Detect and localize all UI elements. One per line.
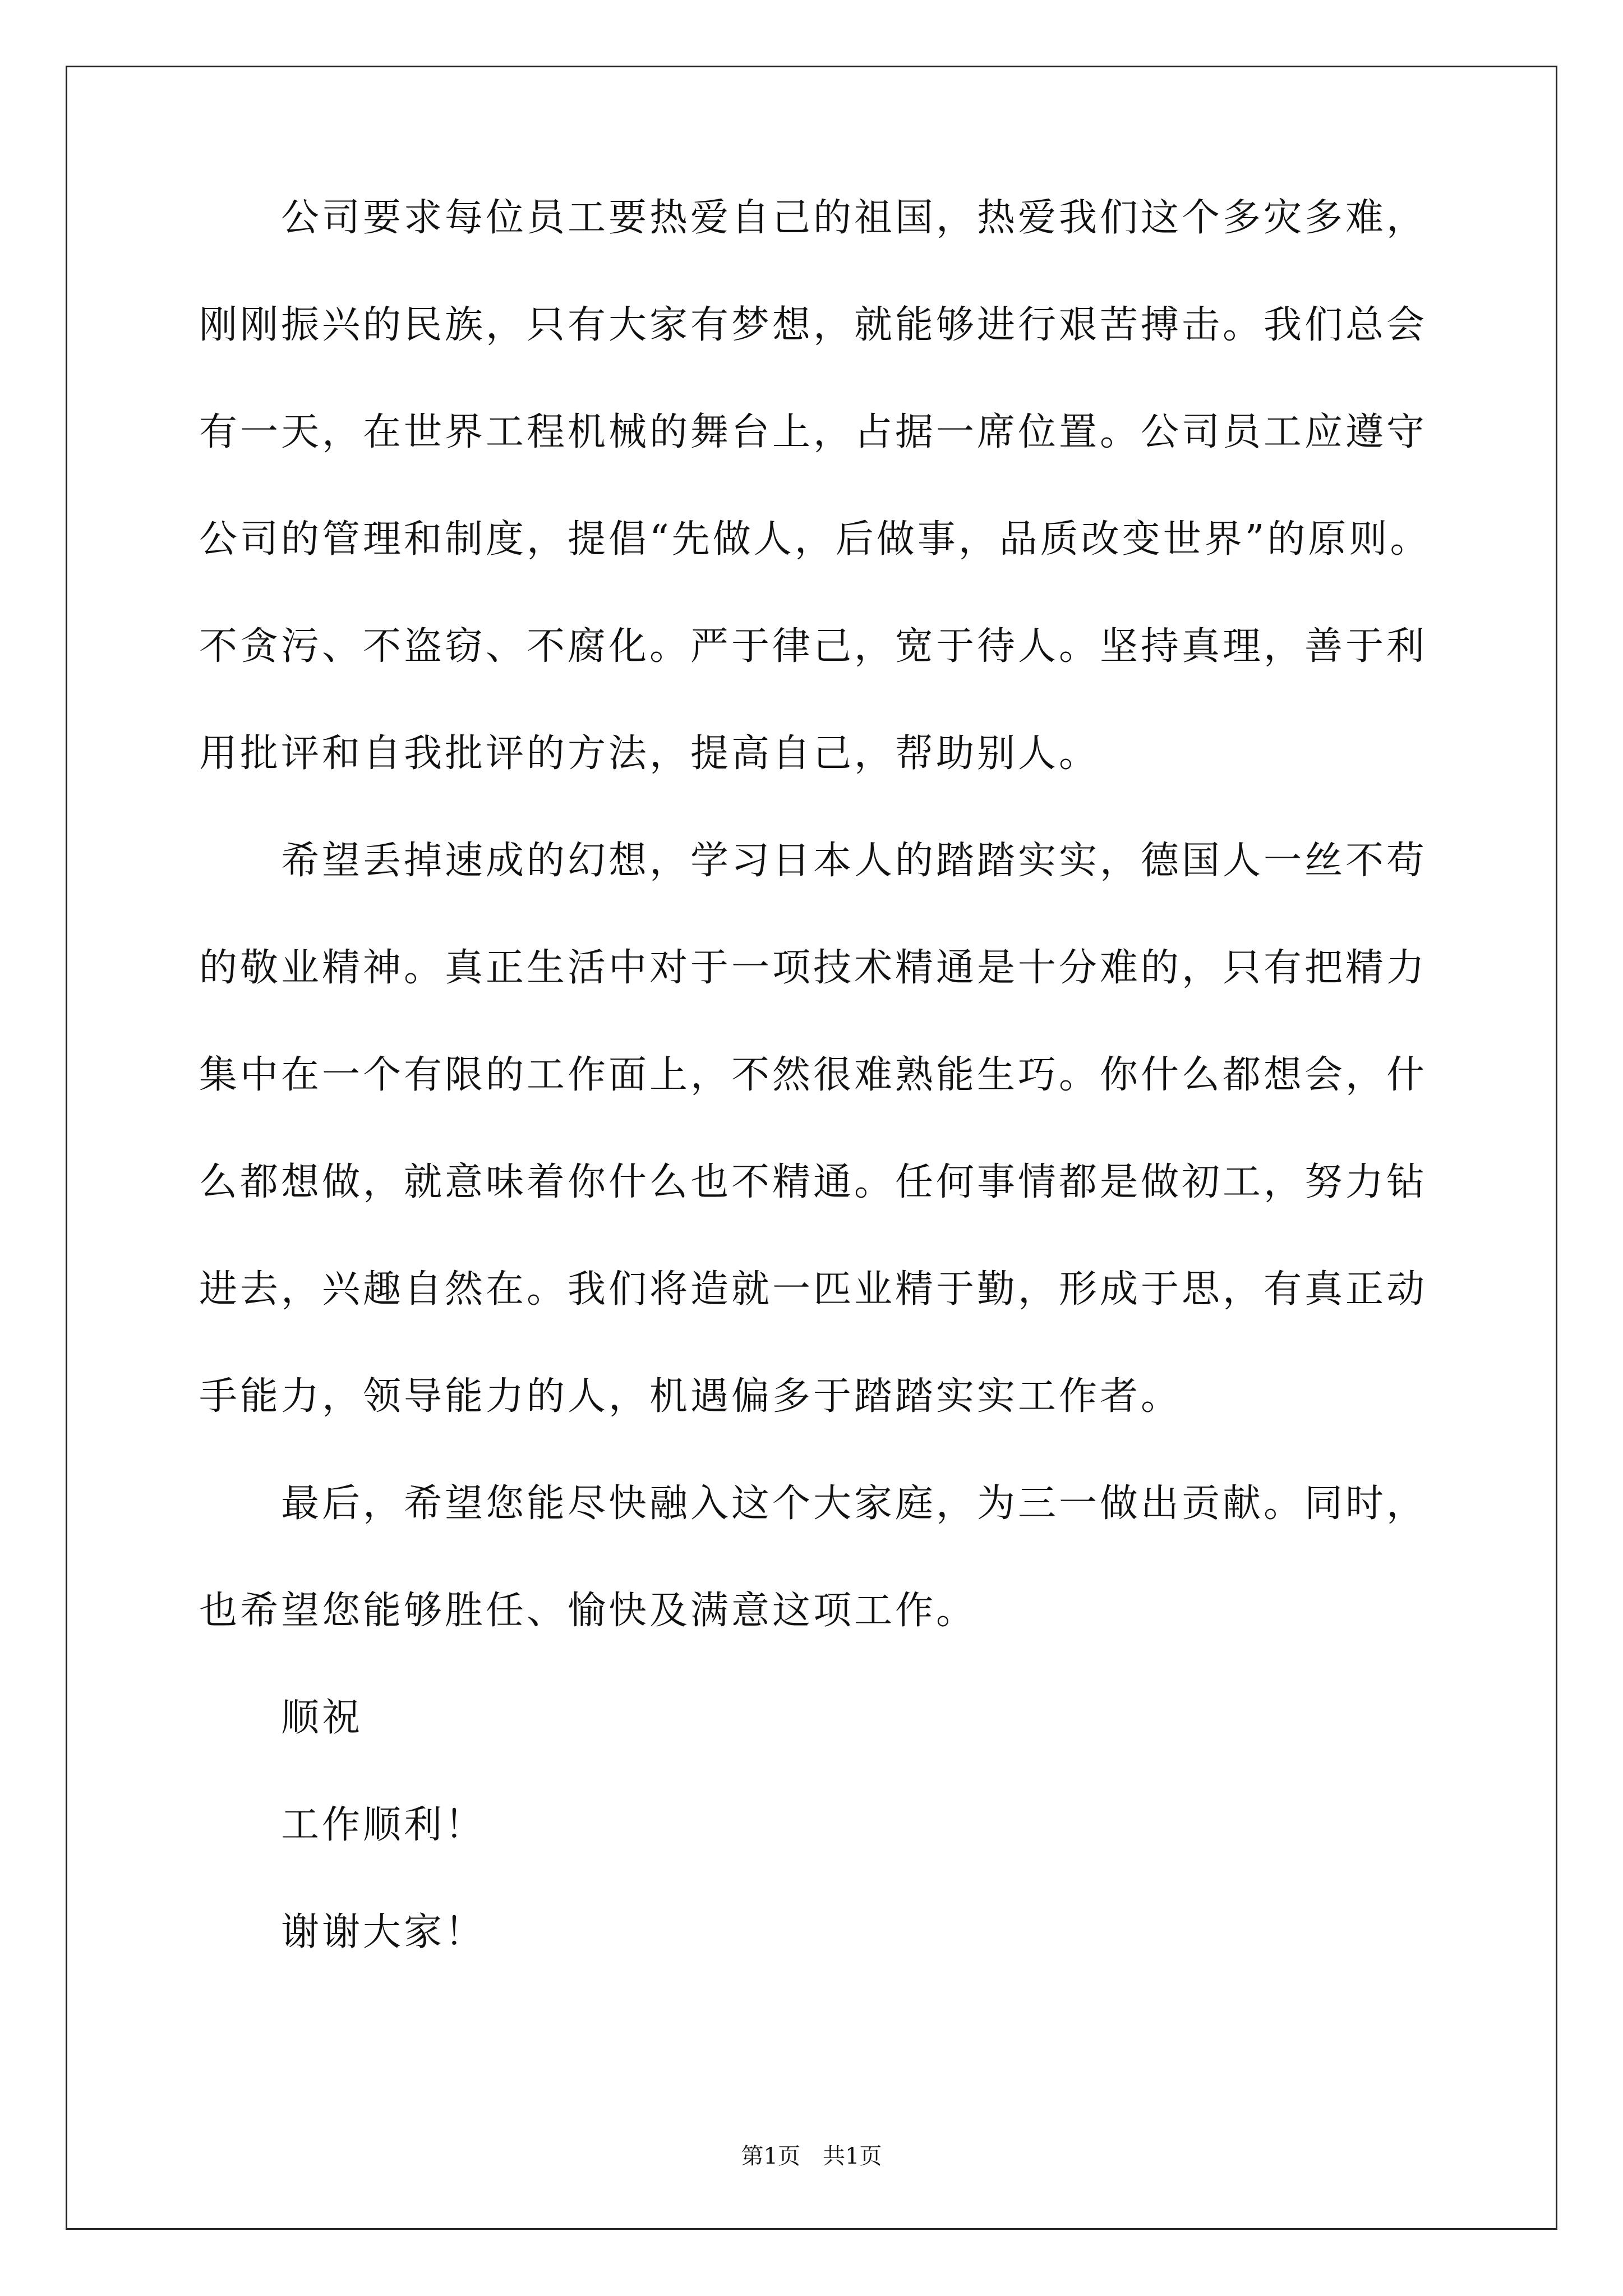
text-line: 手能力，领导能力的人，机遇偏多于踏踏实实工作者。 [199, 1374, 1182, 1419]
closing-wish: 工作顺利！ [199, 1803, 486, 1847]
text-line: 用批评和自我批评的方法，提高自己，帮助别人。 [199, 731, 1100, 776]
page-footer: 第1页 共1页 [741, 2143, 882, 2169]
text-line: 公司的管理和制度，提倡“先做人，后做事，品质改变世界”的原则。 [199, 517, 1431, 562]
closing-thanks: 谢谢大家！ [199, 1910, 486, 1954]
closing-salutation: 顺祝 [199, 1696, 363, 1740]
text-line: 也希望您能够胜任、愉快及满意这项工作。 [199, 1589, 978, 1633]
text-line: 么都想做，就意味着你什么也不精通。任何事情都是做初工，努力钻 [199, 1160, 1428, 1204]
text-line: 公司要求每位员工要热爱自己的祖国，热爱我们这个多灾多难， [199, 196, 1428, 240]
text-line: 的敬业精神。真正生活中对于一项技术精通是十分难的，只有把精力 [199, 946, 1428, 990]
text-line: 不贪污、不盗窃、不腐化。严于律己，宽于待人。坚持真理，善于利 [199, 624, 1428, 669]
page-border [66, 66, 1557, 2230]
text-line: 进去，兴趣自然在。我们将造就一匹业精于勤，形成于思，有真正动 [199, 1267, 1428, 1312]
text-line: 最后，希望您能尽快融入这个大家庭，为三一做出贡献。同时， [199, 1481, 1428, 1526]
text-line: 有一天，在世界工程机械的舞台上，占据一席位置。公司员工应遵守 [199, 410, 1428, 454]
text-line: 集中在一个有限的工作面上，不然很难熟能生巧。你什么都想会，什 [199, 1053, 1428, 1097]
text-line: 希望丢掉速成的幻想，学习日本人的踏踏实实，德国人一丝不苟 [199, 839, 1428, 883]
text-line: 刚刚振兴的民族，只有大家有梦想，就能够进行艰苦搏击。我们总会 [199, 303, 1428, 347]
